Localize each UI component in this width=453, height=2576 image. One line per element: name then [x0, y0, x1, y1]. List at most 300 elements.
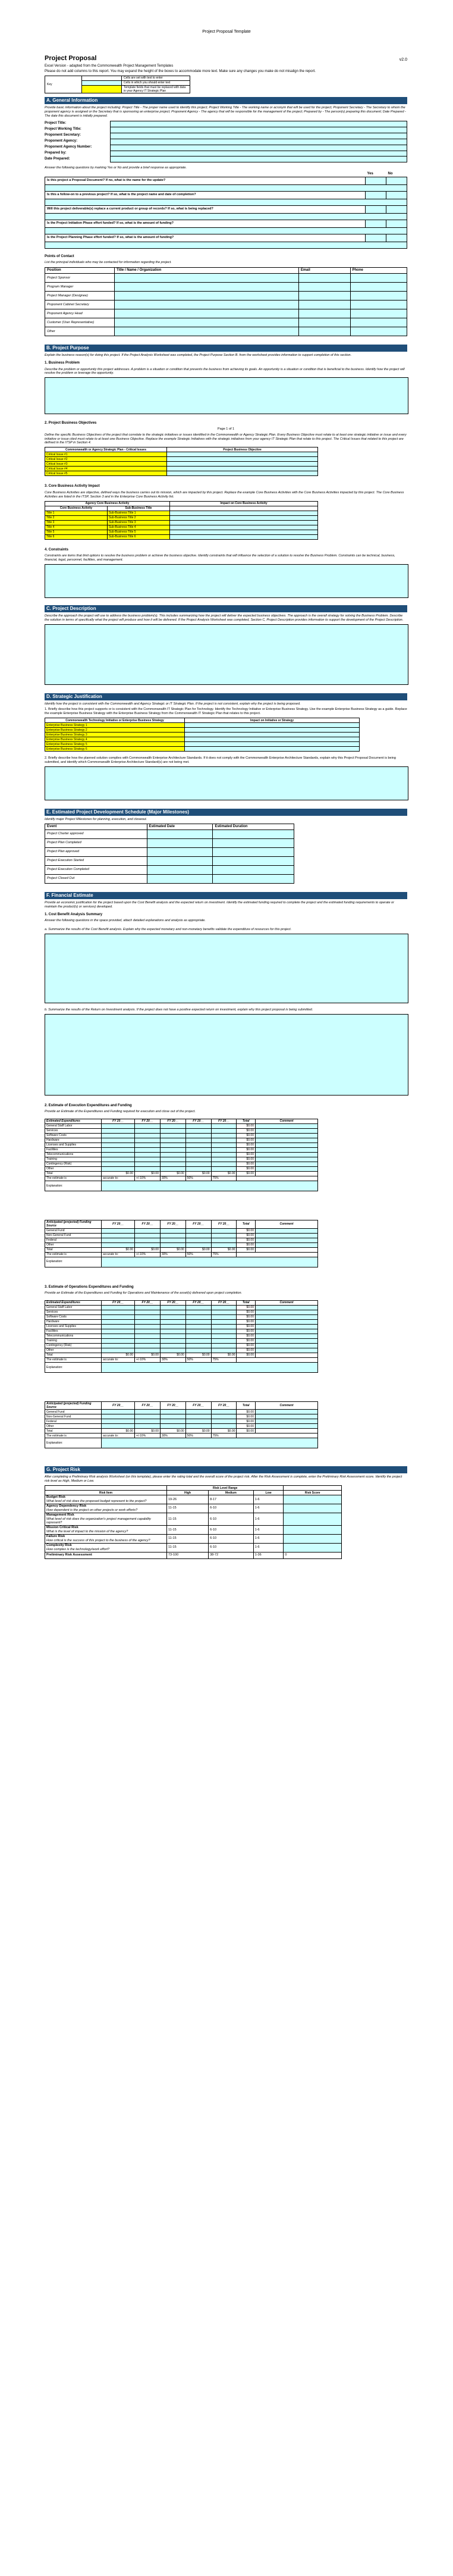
finance-comment-input[interactable]: [256, 1157, 318, 1162]
poc-name-input[interactable]: [115, 292, 299, 301]
finance-amount-input[interactable]: [211, 1134, 237, 1138]
finance-comment-input[interactable]: [256, 1329, 318, 1334]
finance-amount-input[interactable]: [160, 1153, 185, 1157]
yes-no-response-input[interactable]: [45, 184, 407, 191]
milestone-duration-input[interactable]: [213, 847, 294, 856]
finance-amount-input[interactable]: [211, 1143, 237, 1148]
finance-amount-input[interactable]: [135, 1134, 161, 1138]
milestone-duration-input[interactable]: [213, 865, 294, 874]
finance-amount-input[interactable]: [102, 1419, 135, 1424]
finance-amount-input[interactable]: [211, 1319, 237, 1324]
accuracy-option[interactable]: 30%: [160, 1433, 185, 1438]
finance-amount-input[interactable]: [102, 1305, 135, 1310]
finance-amount-input[interactable]: [185, 1319, 211, 1324]
finance-amount-input[interactable]: [160, 1410, 185, 1414]
no-checkbox[interactable]: [386, 191, 407, 199]
poc-phone-input[interactable]: [350, 274, 407, 283]
finance-amount-input[interactable]: [160, 1162, 185, 1167]
core-impact-input[interactable]: [170, 515, 318, 520]
finance-comment-input[interactable]: [256, 1314, 318, 1319]
strategy-item: Enterprise Business Strategy 4: [45, 737, 185, 742]
yes-checkbox[interactable]: [366, 220, 386, 227]
constraints-input[interactable]: [45, 564, 408, 598]
finance-amount-input[interactable]: [102, 1338, 135, 1343]
finance-amount-input[interactable]: [160, 1138, 185, 1143]
poc-name-input[interactable]: [115, 327, 299, 336]
finance-amount-input[interactable]: [102, 1310, 135, 1314]
general-field-input[interactable]: [110, 133, 407, 139]
key-description: Cells in which you should enter text: [122, 80, 190, 85]
finance-comment-input[interactable]: [256, 1242, 318, 1247]
finance-amount-input[interactable]: [211, 1129, 237, 1134]
poc-email-input[interactable]: [298, 274, 350, 283]
finance-amount-input[interactable]: [135, 1129, 161, 1134]
finance-amount-input[interactable]: [211, 1167, 237, 1172]
document-version: v2.0: [399, 58, 407, 62]
page-number: Page 1 of 1: [217, 427, 235, 431]
finance-amount-input[interactable]: [211, 1338, 237, 1343]
finance-comment-input[interactable]: [256, 1348, 318, 1353]
accuracy-option[interactable]: 50%: [185, 1176, 211, 1181]
finance-amount-input[interactable]: [211, 1314, 237, 1319]
finance-amount-input[interactable]: [135, 1414, 161, 1419]
accuracy-option[interactable]: accurate to:: [102, 1433, 135, 1438]
finance-amount-input[interactable]: [102, 1233, 135, 1238]
no-checkbox[interactable]: [386, 205, 407, 213]
finance-amount-input[interactable]: [160, 1348, 185, 1353]
accuracy-option[interactable]: accurate to:: [102, 1252, 135, 1257]
no-checkbox[interactable]: [386, 234, 407, 242]
finance-amount-input[interactable]: [135, 1228, 161, 1233]
finance-amount-input[interactable]: [102, 1329, 135, 1334]
finance-amount-input[interactable]: [102, 1167, 135, 1172]
milestone-duration-input[interactable]: [213, 838, 294, 847]
finance-amount-input[interactable]: [102, 1314, 135, 1319]
finance-amount-input[interactable]: [102, 1143, 135, 1148]
explanation-input[interactable]: [102, 1362, 318, 1372]
risk-score-input[interactable]: [284, 1513, 342, 1526]
accuracy-option[interactable]: accurate to:: [102, 1176, 135, 1181]
finance-amount-input[interactable]: [185, 1314, 211, 1319]
finance-amount-input[interactable]: [135, 1238, 161, 1242]
risk-score-input[interactable]: [284, 1495, 342, 1504]
objective-input[interactable]: [167, 452, 318, 457]
accuracy-option[interactable]: 50%: [185, 1433, 211, 1438]
document-note: Please do not add columns to this report. You may expand the height of the boxes to accommodate more text. Make sure any changes you make do not misalign the report.: [45, 70, 316, 74]
strategy-impact-input[interactable]: [185, 742, 360, 747]
finance-amount-input[interactable]: [160, 1338, 185, 1343]
yes-no-response-input[interactable]: [45, 242, 407, 248]
finance-amount-input[interactable]: [102, 1157, 135, 1162]
finance-amount-input[interactable]: [211, 1305, 237, 1310]
finance-comment-input[interactable]: [256, 1410, 318, 1414]
finance-amount-input[interactable]: [135, 1167, 161, 1172]
finance-amount-input[interactable]: [160, 1129, 185, 1134]
finance-amount-input[interactable]: [102, 1348, 135, 1353]
accuracy-option[interactable]: 30%: [160, 1176, 185, 1181]
finance-amount-input[interactable]: [185, 1343, 211, 1348]
poc-email-input[interactable]: [298, 318, 350, 327]
explanation-input[interactable]: [102, 1438, 318, 1448]
finance-amount-input[interactable]: [135, 1319, 161, 1324]
finance-row-label: Contingency (Risk): [45, 1162, 102, 1167]
finance-amount-input[interactable]: [211, 1410, 237, 1414]
finance-amount-input[interactable]: [185, 1162, 211, 1167]
finance-amount-input[interactable]: [102, 1414, 135, 1419]
finance-amount-input[interactable]: [185, 1329, 211, 1334]
yes-checkbox[interactable]: [366, 205, 386, 213]
finance-amount-input[interactable]: [211, 1329, 237, 1334]
finance-comment-input[interactable]: [256, 1148, 318, 1153]
finance-amount-input[interactable]: [185, 1233, 211, 1238]
poc-email-input[interactable]: [298, 327, 350, 336]
general-field-input[interactable]: [110, 145, 407, 151]
poc-phone-input[interactable]: [350, 318, 407, 327]
accuracy-option[interactable]: +/-10%: [135, 1357, 161, 1362]
core-impact-input[interactable]: [170, 520, 318, 525]
strategy-impact-input[interactable]: [185, 733, 360, 737]
finance-amount-input[interactable]: [135, 1338, 161, 1343]
finance-amount-input[interactable]: [160, 1310, 185, 1314]
finance-amount-input[interactable]: [135, 1233, 161, 1238]
finance-amount-input[interactable]: [185, 1129, 211, 1134]
finance-amount-input[interactable]: [135, 1162, 161, 1167]
finance-amount-input[interactable]: [135, 1314, 161, 1319]
fiscal-year-header: FY 20__: [211, 1220, 237, 1229]
finance-amount-input[interactable]: [185, 1414, 211, 1419]
yes-no-response-input[interactable]: [45, 227, 407, 234]
finance-amount-input[interactable]: [135, 1424, 161, 1429]
finance-amount-input[interactable]: [135, 1242, 161, 1247]
accuracy-option[interactable]: 75%: [211, 1176, 237, 1181]
core-impact-input[interactable]: [170, 534, 318, 539]
accuracy-option[interactable]: 30%: [160, 1252, 185, 1257]
finance-amount-input[interactable]: [160, 1424, 185, 1429]
finance-amount-input[interactable]: [160, 1414, 185, 1419]
general-field-input[interactable]: [110, 121, 407, 127]
finance-comment-input[interactable]: [256, 1162, 318, 1167]
finance-amount-input[interactable]: [160, 1124, 185, 1129]
no-checkbox[interactable]: [386, 220, 407, 227]
risk-score-input[interactable]: [284, 1543, 342, 1552]
finance-amount-input[interactable]: [211, 1419, 237, 1424]
finance-amount-input[interactable]: [160, 1419, 185, 1424]
finance-row: [45, 1324, 318, 1329]
finance-amount-input[interactable]: [185, 1338, 211, 1343]
general-field-input[interactable]: [110, 139, 407, 145]
risk-item-name: Budget Risk: [46, 1495, 66, 1500]
finance-amount-input[interactable]: [185, 1242, 211, 1247]
finance-amount-input[interactable]: [135, 1348, 161, 1353]
strategy-item: Enterprise Business Strategy 3: [45, 733, 185, 737]
finance-amount-input[interactable]: [102, 1129, 135, 1134]
finance-amount-input[interactable]: [135, 1143, 161, 1148]
finance-amount-input[interactable]: [160, 1148, 185, 1153]
poc-phone-input[interactable]: [350, 327, 407, 336]
finance-row-label: Other: [45, 1167, 102, 1172]
general-field-input[interactable]: [110, 127, 407, 133]
finance-amount-input[interactable]: [160, 1324, 185, 1329]
core-impact-input[interactable]: [170, 511, 318, 515]
finance-comment-input[interactable]: [256, 1338, 318, 1343]
milestone-duration-input[interactable]: [213, 830, 294, 838]
finance-amount-input[interactable]: [135, 1157, 161, 1162]
finance-amount-input[interactable]: [211, 1148, 237, 1153]
objective-input[interactable]: [167, 462, 318, 467]
poc-phone-input[interactable]: [350, 283, 407, 292]
fiscal-year-header: FY 20__: [185, 1401, 211, 1410]
finance-amount-input[interactable]: [185, 1410, 211, 1414]
finance-amount-input[interactable]: [160, 1228, 185, 1233]
finance-amount-input[interactable]: [102, 1343, 135, 1348]
finance-amount-input[interactable]: [185, 1348, 211, 1353]
no-checkbox[interactable]: [386, 177, 407, 184]
core-impact-input[interactable]: [170, 525, 318, 530]
finance-comment-input[interactable]: [256, 1233, 318, 1238]
accuracy-option[interactable]: 75%: [211, 1252, 237, 1257]
finance-amount-input[interactable]: [185, 1305, 211, 1310]
finance-amount-input[interactable]: [185, 1138, 211, 1143]
finance-amount-input[interactable]: [160, 1143, 185, 1148]
poc-phone-input[interactable]: [350, 309, 407, 318]
finance-amount-input[interactable]: [185, 1153, 211, 1157]
finance-amount-input[interactable]: [160, 1329, 185, 1334]
finance-amount-input[interactable]: [211, 1343, 237, 1348]
finance-amount-input[interactable]: [185, 1228, 211, 1233]
finance-comment-input[interactable]: [256, 1334, 318, 1338]
poc-email-input[interactable]: [298, 301, 350, 309]
finance-amount-input[interactable]: [160, 1343, 185, 1348]
finance-amount-input[interactable]: [135, 1310, 161, 1314]
finance-amount-input[interactable]: [211, 1153, 237, 1157]
accuracy-option[interactable]: +/-10%: [135, 1433, 161, 1438]
strategy-row: [45, 728, 360, 733]
finance-amount-input[interactable]: [185, 1167, 211, 1172]
risk-score-input[interactable]: [284, 1504, 342, 1513]
general-field-input[interactable]: [110, 156, 407, 162]
critical-issue: Critical Issue #1: [45, 452, 167, 457]
finance-amount-input[interactable]: [102, 1138, 135, 1143]
finance-amount-input[interactable]: [135, 1324, 161, 1329]
risk-score-input[interactable]: [284, 1535, 342, 1544]
general-field-label: Project Title:: [45, 121, 67, 126]
milestone-date-input[interactable]: [147, 838, 213, 847]
finance-amount-input[interactable]: [160, 1314, 185, 1319]
finance-amount-input[interactable]: [102, 1124, 135, 1129]
finance-amount-input[interactable]: [160, 1242, 185, 1247]
finance-amount-input[interactable]: [185, 1334, 211, 1338]
milestone-date-input[interactable]: [147, 874, 213, 883]
finance-amount-input[interactable]: [185, 1310, 211, 1314]
objective-input[interactable]: [167, 467, 318, 471]
finance-amount-input[interactable]: [135, 1419, 161, 1424]
finance-amount-input[interactable]: [211, 1162, 237, 1167]
finance-amount-input[interactable]: [211, 1334, 237, 1338]
finance-comment-input[interactable]: [256, 1134, 318, 1138]
accuracy-option[interactable]: +/-10%: [135, 1252, 161, 1257]
finance-amount-input[interactable]: [102, 1153, 135, 1157]
execution-estimate-block: [45, 1119, 407, 1267]
finance-amount-input[interactable]: [160, 1167, 185, 1172]
finance-amount-input[interactable]: [211, 1324, 237, 1329]
finance-amount-input[interactable]: [211, 1310, 237, 1314]
finance-comment-input[interactable]: [256, 1129, 318, 1134]
milestone-date-input[interactable]: [147, 856, 213, 865]
finance-amount-input[interactable]: [102, 1319, 135, 1324]
poc-email-input[interactable]: [298, 292, 350, 301]
finance-comment-input[interactable]: [256, 1228, 318, 1233]
strategy-impact-input[interactable]: [185, 747, 360, 752]
finance-comment-input[interactable]: [256, 1153, 318, 1157]
cost-benefit-answer-b[interactable]: [45, 1014, 408, 1095]
finance-amount-input[interactable]: [135, 1148, 161, 1153]
finance-amount-input[interactable]: [102, 1242, 135, 1247]
accuracy-option[interactable]: accurate to:: [102, 1357, 135, 1362]
poc-name-input[interactable]: [115, 309, 299, 318]
finance-amount-input[interactable]: [160, 1134, 185, 1138]
finance-amount-input[interactable]: [211, 1124, 237, 1129]
finance-comment-input[interactable]: [256, 1124, 318, 1129]
core-impact-input[interactable]: [170, 530, 318, 534]
finance-amount-input[interactable]: [102, 1134, 135, 1138]
finance-comment-input[interactable]: [256, 1143, 318, 1148]
finance-amount-input[interactable]: [211, 1414, 237, 1419]
strategy-impact-input[interactable]: [185, 723, 360, 728]
milestone-duration-input[interactable]: [213, 874, 294, 883]
finance-comment-input[interactable]: [256, 1138, 318, 1143]
finance-amount-input[interactable]: [102, 1148, 135, 1153]
architecture-compliance-input[interactable]: [45, 766, 408, 800]
finance-amount-input[interactable]: [160, 1319, 185, 1324]
explanation-input[interactable]: [102, 1257, 318, 1267]
finance-amount-input[interactable]: [135, 1410, 161, 1414]
finance-amount-input[interactable]: [185, 1124, 211, 1129]
accuracy-option[interactable]: 30%: [160, 1357, 185, 1362]
finance-comment-input[interactable]: [256, 1167, 318, 1172]
accuracy-option[interactable]: 75%: [211, 1433, 237, 1438]
objective-input[interactable]: [167, 471, 318, 476]
yes-no-response-input[interactable]: [45, 213, 407, 220]
accuracy-option[interactable]: 50%: [185, 1252, 211, 1257]
finance-comment-input[interactable]: [256, 1310, 318, 1314]
yes-no-row: [45, 234, 407, 242]
finance-row: [45, 1143, 318, 1148]
finance-amount-input[interactable]: [102, 1228, 135, 1233]
accuracy-option[interactable]: 50%: [185, 1357, 211, 1362]
finance-amount-input[interactable]: [211, 1242, 237, 1247]
milestone-duration-input[interactable]: [213, 856, 294, 865]
finance-comment-input[interactable]: [256, 1343, 318, 1348]
finance-amount-input[interactable]: [102, 1334, 135, 1338]
finance-amount-input[interactable]: [211, 1238, 237, 1242]
finance-comment-input[interactable]: [256, 1414, 318, 1419]
accuracy-option[interactable]: 75%: [211, 1357, 237, 1362]
finance-amount-input[interactable]: [102, 1162, 135, 1167]
finance-comment-input[interactable]: [256, 1324, 318, 1329]
milestone-date-input[interactable]: [147, 865, 213, 874]
accuracy-option[interactable]: +/-10%: [135, 1176, 161, 1181]
strategy-table: [45, 718, 360, 752]
finance-amount-input[interactable]: [185, 1238, 211, 1242]
finance-amount-input[interactable]: [211, 1233, 237, 1238]
execution-estimate-title: 2. Estimate of Execution Expenditures and Funding: [45, 1103, 132, 1107]
finance-amount-input[interactable]: [135, 1305, 161, 1310]
section-a-title: A. General Information: [45, 97, 407, 104]
strategy-impact-input[interactable]: [185, 728, 360, 733]
core-business-title: 3. Core Business Activity Impact: [45, 484, 100, 489]
finance-amount-input[interactable]: [211, 1138, 237, 1143]
finance-amount-input[interactable]: [185, 1419, 211, 1424]
finance-amount-input[interactable]: [160, 1233, 185, 1238]
finance-row-label: General Fund: [45, 1228, 102, 1233]
finance-comment-input[interactable]: [256, 1424, 318, 1429]
business-problem-input[interactable]: [45, 377, 408, 414]
finance-amount-input[interactable]: [102, 1238, 135, 1242]
finance-comment-input[interactable]: [256, 1305, 318, 1310]
yes-checkbox[interactable]: [366, 177, 386, 184]
finance-amount-input[interactable]: [135, 1153, 161, 1157]
finance-comment-input[interactable]: [256, 1238, 318, 1242]
milestone-date-input[interactable]: [147, 847, 213, 856]
finance-amount-input[interactable]: [185, 1134, 211, 1138]
strategy-impact-input[interactable]: [185, 737, 360, 742]
poc-phone-input[interactable]: [350, 292, 407, 301]
finance-amount-input[interactable]: [211, 1157, 237, 1162]
finance-amount-input[interactable]: [211, 1424, 237, 1429]
finance-amount-input[interactable]: [211, 1228, 237, 1233]
poc-email-input[interactable]: [298, 283, 350, 292]
milestone-date-input[interactable]: [147, 830, 213, 838]
finance-amount-input[interactable]: [211, 1348, 237, 1353]
risk-score-input[interactable]: [284, 1526, 342, 1535]
finance-amount-input[interactable]: [185, 1324, 211, 1329]
finance-amount-input[interactable]: [185, 1143, 211, 1148]
poc-name-input[interactable]: [115, 283, 299, 292]
poc-email-input[interactable]: [298, 309, 350, 318]
finance-amount-input[interactable]: [160, 1238, 185, 1242]
project-description-input[interactable]: [45, 624, 408, 685]
finance-comment-input[interactable]: [256, 1319, 318, 1324]
cost-benefit-answer-a[interactable]: [45, 934, 408, 1003]
finance-amount-input[interactable]: [102, 1324, 135, 1329]
explanation-input[interactable]: [102, 1181, 318, 1191]
objective-input[interactable]: [167, 457, 318, 462]
finance-amount-input[interactable]: [135, 1334, 161, 1338]
finance-amount-input[interactable]: [135, 1343, 161, 1348]
poc-name-input[interactable]: [115, 318, 299, 327]
finance-amount-input[interactable]: [160, 1305, 185, 1310]
finance-amount-input[interactable]: [102, 1424, 135, 1429]
yes-checkbox[interactable]: [366, 234, 386, 242]
finance-amount-input[interactable]: [135, 1329, 161, 1334]
yes-checkbox[interactable]: [366, 191, 386, 199]
poc-name-input[interactable]: [115, 301, 299, 309]
poc-phone-input[interactable]: [350, 301, 407, 309]
finance-amount-input[interactable]: [160, 1334, 185, 1338]
finance-amount-input[interactable]: [102, 1410, 135, 1414]
finance-comment-input[interactable]: [256, 1419, 318, 1424]
yes-no-response-input[interactable]: [45, 199, 407, 205]
finance-amount-input[interactable]: [135, 1124, 161, 1129]
finance-amount-input[interactable]: [185, 1148, 211, 1153]
finance-amount-input[interactable]: [185, 1424, 211, 1429]
finance-amount-input[interactable]: [185, 1157, 211, 1162]
general-field-input[interactable]: [110, 151, 407, 156]
finance-amount-input[interactable]: [135, 1138, 161, 1143]
finance-row-label: Non-General Fund: [45, 1233, 102, 1238]
finance-amount-input[interactable]: [160, 1157, 185, 1162]
poc-name-input[interactable]: [115, 274, 299, 283]
